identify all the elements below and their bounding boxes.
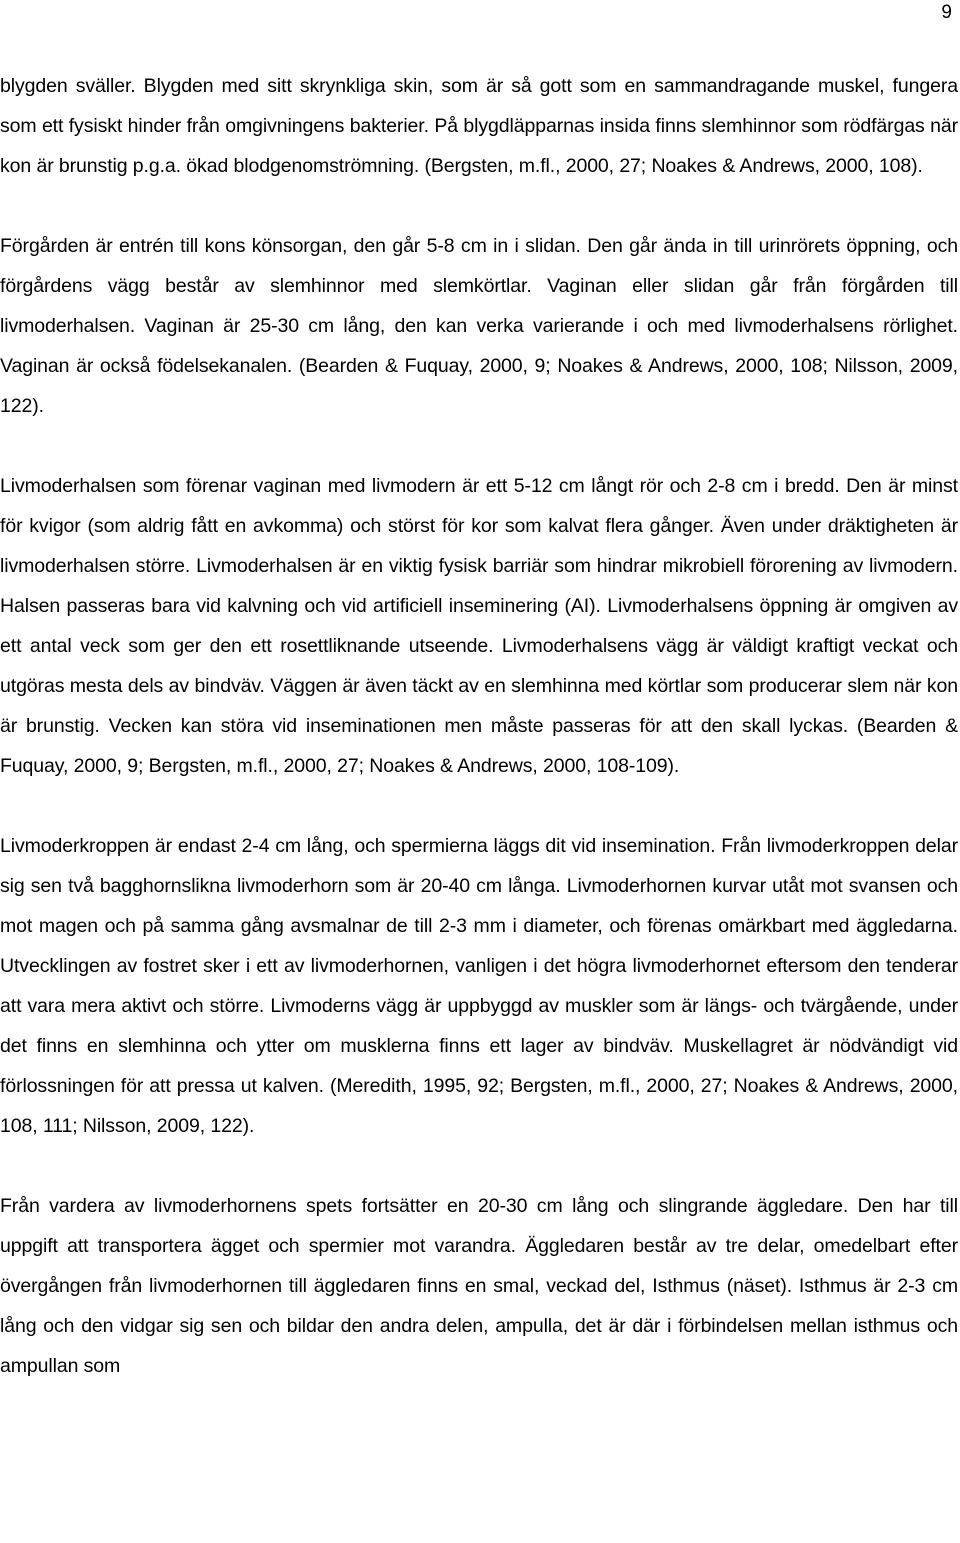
paragraph: Livmoderkroppen är endast 2-4 cm lång, och spermierna läggs dit vid insemination. Från livmoderkroppen delar sig sen två bagghornslikna livmoderhorn som är 20-40 cm långa. Livmoderhornen kurvar utåt mot svansen och mot magen och på samma gång avsmalnar de till 2-3 mm i diameter, och förenas omärkbart med äggledarna. Utvecklingen av fostret sker i ett av livmoderhornen, vanligen i det högra livmoderhornet eftersom den tenderar att vara mera aktivt och större. Livmoderns vägg är uppbyggd av muskler som är längs- och tvärgående, under det finns en slemhinna och ytter om musklerna finns ett lager av bindväv. Muskellagret är nödvändigt vid förlossningen för att pressa ut kalven. (Meredith, 1995, 92; Bergsten, m.fl., 2000, 27; Noakes & Andrews, 2000, 108, 111; Nilsson, 2009, 122). [0,835,958,1137]
page-number: 9 [941,2,952,23]
document-body [0,66,958,1386]
paragraph: Från vardera av livmoderhornens spets fortsätter en 20-30 cm lång och slingrande äggledare. Den har till uppgift att transportera ägget och spermier mot varandra. Äggledaren består av tre delar, omedelbart efter övergången från livmoderhornen till äggledaren finns en smal, veckad del, Isthmus (näset). Isthmus är 2-3 cm lång och den vidgar sig sen och bildar den andra delen, ampulla, det är där i förbindelsen mellan isthmus och ampullan som [0,1195,958,1377]
paragraph: Livmoderhalsen som förenar vaginan med livmodern är ett 5-12 cm långt rör och 2-8 cm i bredd. Den är minst för kvigor (som aldrig fått en avkomma) och störst för kor som kalvat flera gånger. Även under dräktigheten är livmoderhalsen större. Livmoderhalsen är en viktig fysisk barriär som hindrar mikrobiell förorening av livmodern. Halsen passeras bara vid kalvning och vid artificiell inseminering (AI). Livmoderhalsens öppning är omgiven av ett antal veck som ger den ett rosettliknande utseende. Livmoderhalsens vägg är väldigt kraftigt veckat och utgöras mesta dels av bindväv. Väggen är även täckt av en slemhinna med körtlar som producerar slem när kon är brunstig. Vecken kan störa vid inseminationen men måste passeras för att den skall lyckas. (Bearden & Fuquay, 2000, 9; Bergsten, m.fl., 2000, 27; Noakes & Andrews, 2000, 108-109). [0,475,958,777]
paragraph-spacer [0,426,958,466]
paragraph-spacer [0,786,958,826]
paragraph-spacer [0,1146,958,1186]
paragraph: blygden sväller. Blygden med sitt skrynkliga skin, som är så gott som en sammandragande muskel, fungera som ett fysiskt hinder från omgivningens bakterier. På blygdläpparnas insida finns slemhinnor som rödfärgas när kon är brunstig p.g.a. ökad blodgenomströmning. (Bergsten, m.fl., 2000, 27; Noakes & Andrews, 2000, 108). [0,75,958,177]
paragraph: Förgården är entrén till kons könsorgan, den går 5-8 cm in i slidan. Den går ända in till urinrörets öppning, och förgårdens vägg består av slemhinnor med slemkörtlar. Vaginan eller slidan går från förgården till livmoderhalsen. Vaginan är 25-30 cm lång, den kan verka varierande i och med livmoderhalsens rörlighet. Vaginan är också födelsekanalen. (Bearden & Fuquay, 2000, 9; Noakes & Andrews, 2000, 108; Nilsson, 2009, 122). [0,235,958,417]
paragraph-spacer [0,186,958,226]
